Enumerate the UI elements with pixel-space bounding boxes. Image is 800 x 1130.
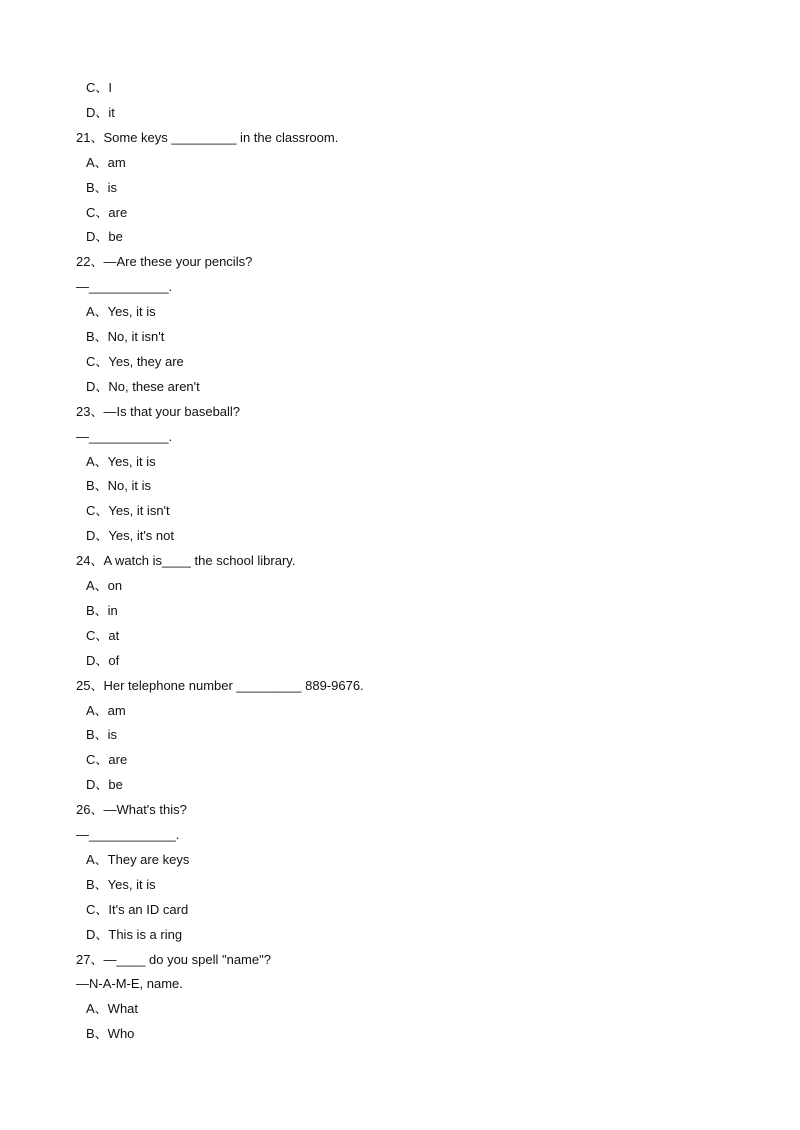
answer-option: D、it [86, 105, 115, 120]
answer-option: B、is [86, 180, 118, 195]
question-stem: 25、Her telephone number _________ 889-9676. [76, 678, 364, 693]
answer-option: B、Yes, it is [86, 877, 156, 892]
answer-option: B、Who [86, 1026, 135, 1041]
answer-option: A、am [86, 155, 126, 170]
answer-option: A、on [86, 578, 123, 593]
answer-option: C、at [86, 628, 120, 643]
answer-option: A、am [86, 703, 126, 718]
answer-option: B、is [86, 727, 118, 742]
question-stem: 22、—Are these your pencils? [76, 254, 253, 269]
question-stem: 26、—What's this? [76, 802, 187, 817]
question-stem: 21、Some keys _________ in the classroom. [76, 130, 339, 145]
answer-option: D、This is a ring [86, 927, 183, 942]
question-stem: 24、A watch is____ the school library. [76, 553, 296, 568]
answer-option: C、are [86, 752, 128, 767]
answer-option: C、Yes, it isn't [86, 503, 170, 518]
answer-option: C、It's an ID card [86, 902, 189, 917]
answer-blank-line: —___________. [76, 429, 173, 444]
answer-option: D、be [86, 229, 123, 244]
answer-option: A、They are keys [86, 852, 190, 867]
answer-option: A、What [86, 1001, 139, 1016]
question-stem: 23、—Is that your baseball? [76, 404, 241, 419]
answer-option: A、Yes, it is [86, 454, 156, 469]
answer-blank-line: —____________. [76, 827, 180, 842]
answer-option: D、of [86, 653, 120, 668]
answer-option: B、in [86, 603, 118, 618]
answer-option: D、Yes, it's not [86, 528, 174, 543]
question-stem: 27、—____ do you spell "name"? [76, 952, 271, 967]
answer-option: C、are [86, 205, 128, 220]
answer-option: A、Yes, it is [86, 304, 156, 319]
answer-option: D、No, these aren't [86, 379, 200, 394]
answer-blank-line: —N-A-M-E, name. [76, 976, 183, 991]
answer-blank-line: —___________. [76, 279, 173, 294]
answer-option: C、I [86, 80, 113, 95]
answer-option: D、be [86, 777, 123, 792]
answer-option: C、Yes, they are [86, 354, 184, 369]
answer-option: B、No, it isn't [86, 329, 165, 344]
answer-option: B、No, it is [86, 478, 152, 493]
